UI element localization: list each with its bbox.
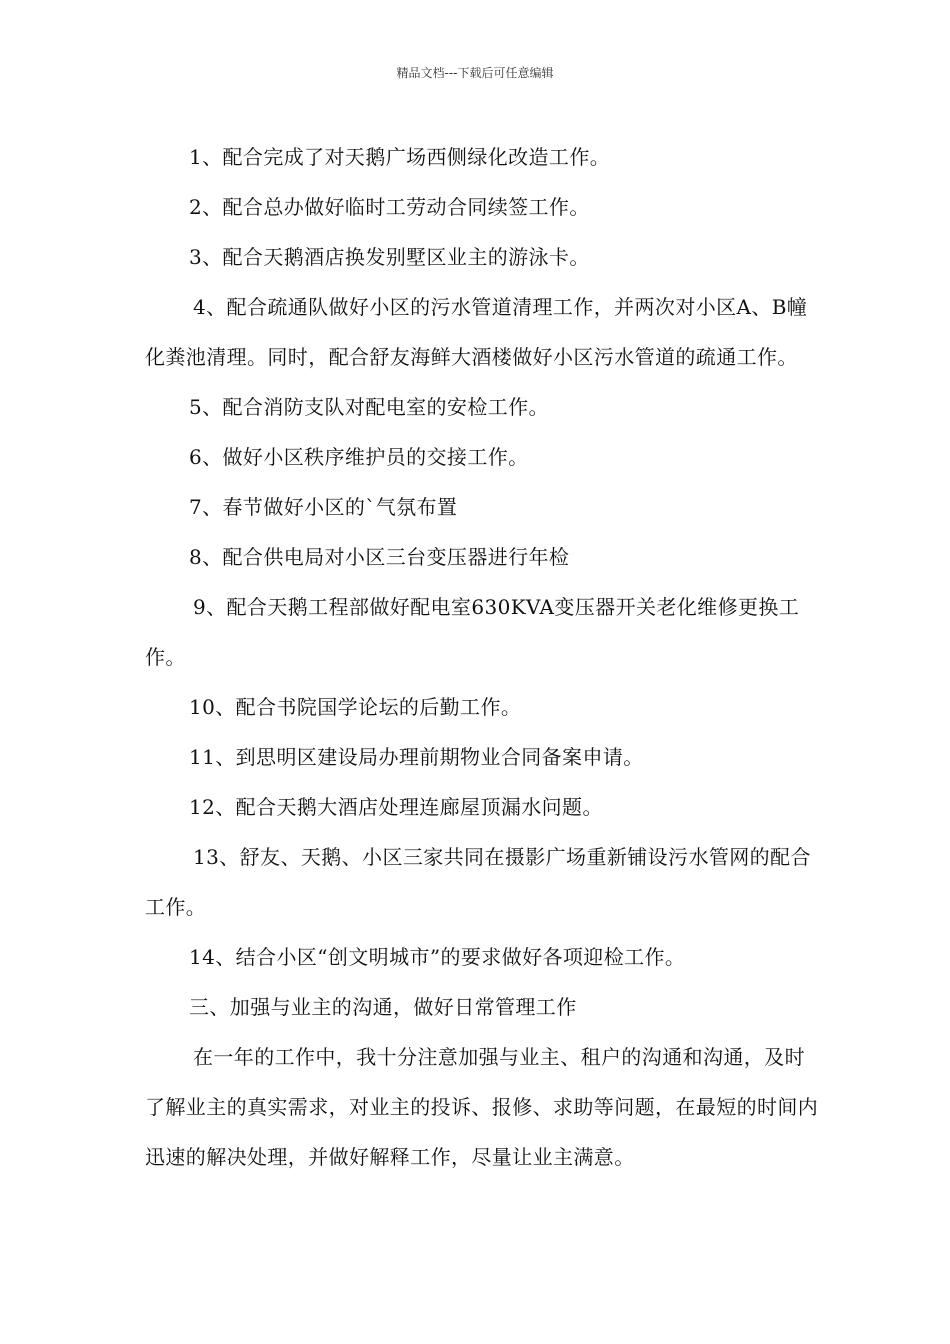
page-header: 精品文档---下载后可任意编辑 bbox=[396, 66, 554, 80]
paragraph-item-14: 14、结合小区“创文明城市”的要求做好各项迎检工作。 bbox=[189, 945, 686, 969]
paragraph-item-13: 13、舒友、天鹅、小区三家共同在摄影广场重新铺设污水管网的配合工作。 bbox=[145, 845, 811, 919]
paragraph-item-5: 5、配合消防支队对配电室的安检工作。 bbox=[189, 395, 549, 419]
paragraph-communication: 在一年的工作中，我十分注意加强与业主、租户的沟通和沟通，及时了解业主的真实需求，对业主的投诉、报修、求助等问题，在最短的时间内迅速的解决处理，并做好解释工作，尽量让业主满意。 bbox=[145, 1045, 819, 1169]
paragraph-item-1: 1、配合完成了对天鹅广场西侧绿化改造工作。 bbox=[189, 145, 611, 169]
paragraph-item-6: 6、做好小区秩序维护员的交接工作。 bbox=[189, 445, 529, 469]
paragraph-item-11: 11、到思明区建设局办理前期物业合同备案申请。 bbox=[189, 745, 644, 769]
paragraph-item-2: 2、配合总办做好临时工劳动合同续签工作。 bbox=[189, 195, 590, 219]
paragraph-item-12: 12、配合天鹅大酒店处理连廊屋顶漏水问题。 bbox=[189, 795, 603, 819]
paragraph-item-9: 9、配合天鹅工程部做好配电室630KVA变压器开关老化维修更换工作。 bbox=[145, 595, 800, 669]
paragraph-item-7: 7、春节做好小区的`气氛布置 bbox=[189, 495, 458, 519]
paragraph-item-3: 3、配合天鹅酒店换发别墅区业主的游泳卡。 bbox=[189, 245, 590, 269]
paragraph-item-10: 10、配合书院国学论坛的后勤工作。 bbox=[189, 695, 522, 719]
document-body bbox=[145, 132, 825, 1182]
section-heading-3: 三、加强与业主的沟通，做好日常管理工作 bbox=[189, 995, 577, 1019]
paragraph-item-4: 4、配合疏通队做好小区的污水管道清理工作，并两次对小区A、B幢化粪池清理。同时，配合舒友海鲜大酒楼做好小区污水管道的疏通工作。 bbox=[145, 295, 808, 369]
paragraph-item-8: 8、配合供电局对小区三台变压器进行年检 bbox=[189, 545, 570, 569]
